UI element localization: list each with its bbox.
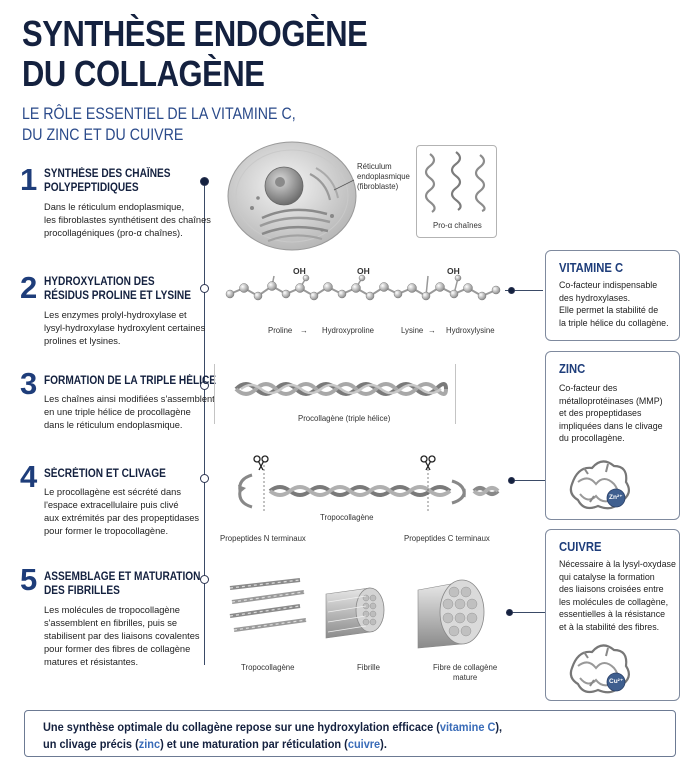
connector-dot-zinc [508, 477, 515, 484]
card-text-line: du procollagène. [559, 433, 625, 443]
card-text-line: la triple hélice du collagène. [559, 317, 669, 328]
page-title [22, 14, 367, 94]
card-cuivre-title: CUIVRE [559, 540, 602, 554]
er-label-line: endoplasmique [357, 172, 410, 181]
propeptides-n-label: Propeptides N terminaux [220, 534, 306, 543]
fibril-label: Fibrille [357, 663, 380, 672]
step-1-heading-line: POLYPEPTIDIQUES [44, 182, 139, 194]
title-line-2: DU COLLAGÈNE [22, 53, 265, 94]
fiber-label-line: mature [452, 673, 478, 682]
step-5-text-line: pour former des fibres de collagène [44, 644, 191, 654]
lysine-label: Lysine [401, 326, 424, 335]
highlight-cuivre: cuivre [347, 737, 381, 751]
card-text-line: Co-facteur des [559, 383, 618, 393]
step-2-heading-line: RÉSIDUS PROLINE ET LYSINE [44, 290, 191, 302]
card-text-line: essentielles à la résistance [559, 609, 666, 619]
card-text-line: les molécules de collagène, [559, 596, 669, 607]
step-1-text-line: les fibroblastes synthétisent des chaînes [44, 215, 211, 225]
step-text-4 [44, 486, 199, 538]
step-heading-3 [44, 374, 216, 388]
card-zinc [545, 351, 680, 520]
card-text-line: des hydroxylases. [559, 292, 631, 303]
summary-box [24, 710, 676, 757]
proline-label: Proline [268, 326, 293, 335]
card-zinc-title: ZINC [559, 362, 586, 376]
highlight-zinc: zinc [138, 737, 161, 751]
step-2-text-line: lysyl-hydroxylase hydroxylent certaines [44, 323, 206, 333]
copper-ion-label: Cu²⁺ [609, 678, 624, 685]
highlight-vitamin-c: vitamine C [439, 720, 496, 734]
step-3-text-line: Les chaînes ainsi modifiées s'assemblent [44, 394, 215, 404]
timeline-dot-5 [200, 575, 209, 584]
pro-alpha-chains-illustration [420, 150, 492, 215]
summary-part: ). [380, 737, 387, 751]
propeptides-c-label: Propeptides C terminaux [404, 534, 490, 543]
step-3-heading-line: FORMATION DE LA TRIPLE HÉLICE [44, 375, 217, 387]
er-label [357, 162, 410, 192]
tropocollagen-label: Tropocollagène [241, 663, 295, 672]
timeline-dot-2 [200, 284, 209, 293]
card-cuivre [545, 529, 680, 701]
card-vitamin-c-text [559, 279, 669, 329]
step-number-2: 2 [20, 270, 38, 305]
card-text-line: Co-facteur indispensable [559, 280, 658, 290]
fiber-label-line: Fibre de collagène [433, 663, 498, 672]
step-1-text-line: procollagéniques (pro-α chaînes). [44, 228, 183, 238]
scissors-icon [253, 455, 269, 471]
step-4-text-line: l'espace extracellulaire puis clivé [44, 500, 179, 510]
hydroxyproline-label: Hydroxyproline [322, 326, 375, 335]
summary-part: Une synthèse optimale du collagène repose sur une hydroxylation efficace ( [43, 720, 440, 734]
step-5-text-line: Les molécules de tropocollagène [44, 605, 180, 615]
pro-alpha-label: Pro-α chaînes [433, 221, 482, 230]
step-3-text-line: en une triple hélice de procollagène [44, 407, 191, 417]
subtitle-line-2: DU ZINC ET DU CUIVRE [22, 126, 184, 144]
step-4-text-line: Le procollagène est sécrété dans [44, 487, 181, 497]
copper-enzyme-illustration [564, 638, 636, 696]
zinc-enzyme-illustration [564, 454, 636, 512]
arrow-icon: → [428, 326, 436, 335]
summary-part: ) et une maturation par réticulation ( [160, 737, 348, 751]
step-text-3 [44, 393, 215, 432]
hydroxylysine-label: Hydroxylysine [446, 326, 495, 335]
summary-text [43, 719, 502, 753]
er-label-line: (fibroblaste) [357, 182, 399, 191]
step-number-1: 1 [20, 162, 38, 197]
step-5-text-line: stabilisent par des liaisons covalentes [44, 631, 200, 641]
fiber-label [433, 663, 497, 683]
card-text-line: impliquées dans le clivage [559, 420, 663, 431]
step-text-5 [44, 604, 200, 669]
summary-line-2 [43, 736, 502, 753]
step-heading-4 [44, 467, 166, 481]
card-text-line: et des propeptidases [559, 408, 642, 418]
timeline-dot-4 [200, 474, 209, 483]
cell-illustration [222, 138, 362, 258]
oh-label-3: OH [447, 266, 460, 276]
step-2-text-line: Les enzymes prolyl-hydroxylase et [44, 310, 187, 320]
summary-line-1 [43, 719, 502, 736]
zinc-ion-label: Zn²⁺ [609, 494, 623, 501]
card-zinc-text [559, 382, 663, 445]
step-3-text-line: dans le réticulum endoplasmique. [44, 420, 183, 430]
step-number-5: 5 [20, 562, 38, 597]
step-heading-5 [44, 570, 200, 598]
subtitle-line-1: LE RÔLE ESSENTIEL DE LA VITAMINE C, [22, 105, 296, 123]
tropocollagen-mid-label: Tropocollagène [320, 513, 374, 522]
collagen-fiber-illustration [412, 576, 492, 650]
step-heading-1 [44, 167, 171, 195]
summary-part: ), [495, 720, 503, 734]
step-4-text-line: aux extrémités par des propeptidases [44, 513, 200, 523]
card-text-line: métalloprotéinases (MMP) [559, 395, 663, 406]
connector-zinc [510, 480, 545, 481]
step-2-heading-line: HYDROXYLATION DES [44, 276, 155, 288]
summary-part: un clivage précis ( [43, 737, 139, 751]
step-4-heading-line: SÉCRÉTION ET CLIVAGE [44, 468, 166, 480]
step-heading-2 [44, 275, 191, 303]
step-text-2 [44, 309, 205, 348]
card-text-line: et à la stabilité des fibres. [559, 621, 660, 632]
timeline-dot-1 [200, 177, 209, 186]
oh-label-1: OH [293, 266, 306, 276]
tropocollagen-bundle-illustration [228, 578, 308, 640]
step-5-heading-line: ASSEMBLAGE ET MATURATION [44, 571, 201, 583]
step-1-text-line: Dans le réticulum endoplasmique, [44, 202, 185, 212]
connector-dot-vitc [508, 287, 515, 294]
step-4-text-line: pour former le tropocollagène. [44, 526, 169, 536]
arrow-icon: → [300, 326, 308, 335]
step-5-text-line: s'assemblent en fibrilles, puis se [44, 618, 178, 628]
step-2-text-line: prolines et lysines. [44, 336, 121, 346]
card-vitamin-c [545, 250, 680, 341]
procollagen-label: Procollagène (triple hélice) [298, 414, 391, 423]
step-5-text-line: matures et résistantes. [44, 657, 139, 667]
card-text-line: Elle permet la stabilité de [559, 305, 659, 315]
card-text-line: qui catalyse la formation [559, 571, 655, 582]
card-cuivre-text [559, 558, 676, 633]
step-number-3: 3 [20, 366, 38, 401]
card-text-line: Nécessaire à la lysyl-oxydase [559, 559, 676, 569]
step-1-heading-line: SYNTHÈSE DES CHAÎNES [44, 168, 171, 180]
triple-helix-illustration [236, 378, 446, 400]
scissors-icon [420, 455, 436, 471]
hydroxylation-chain-illustration [222, 270, 512, 315]
title-line-1: SYNTHÈSE ENDOGÈNE [22, 13, 368, 54]
step-text-1 [44, 201, 211, 240]
connector-dot-cuivre [506, 609, 513, 616]
er-label-line: Réticulum [357, 162, 392, 171]
fibril-illustration [322, 584, 392, 642]
oh-label-2: OH [357, 266, 370, 276]
step-number-4: 4 [20, 459, 38, 494]
step-5-heading-line: DES FIBRILLES [44, 585, 120, 597]
card-vitamin-c-title: VITAMINE C [559, 261, 624, 275]
card-text-line: des liaisons croisées entre [559, 584, 664, 594]
